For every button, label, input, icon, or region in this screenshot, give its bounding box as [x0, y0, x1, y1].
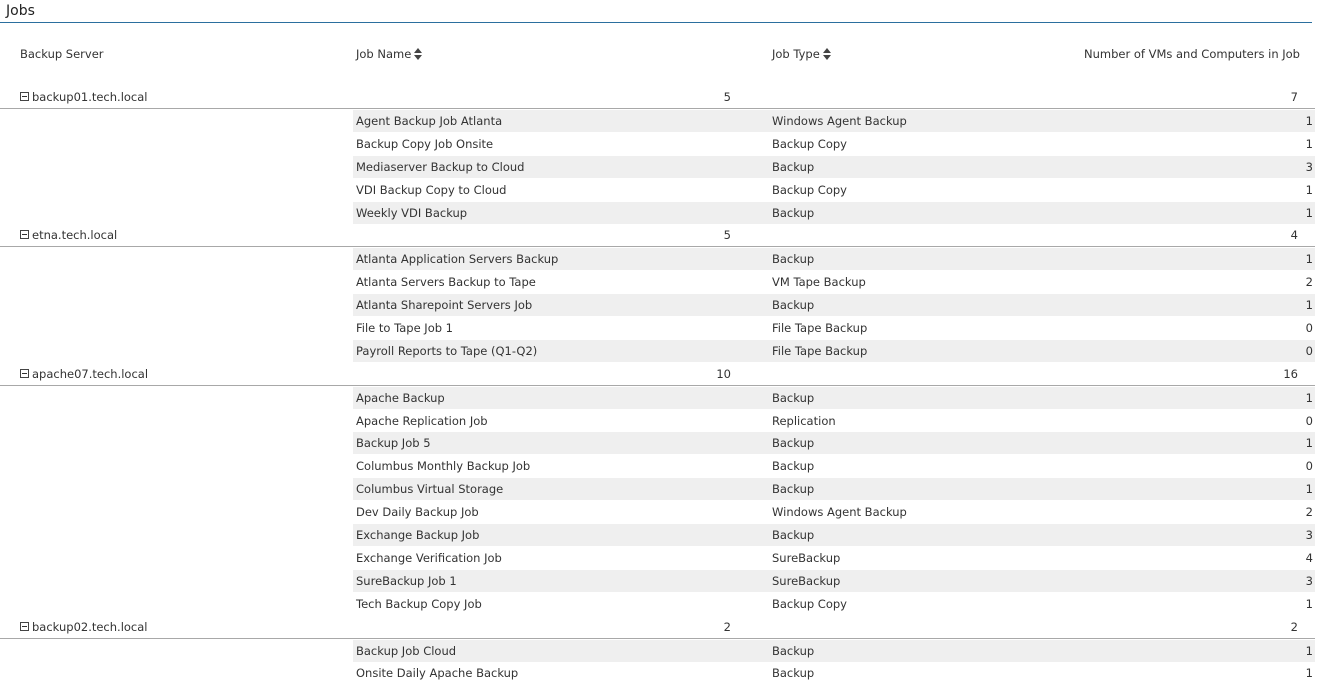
table-row — [353, 179, 1315, 201]
job-name-cell: Exchange Verification Job — [356, 551, 502, 565]
job-vm-count-cell: 0 — [1305, 344, 1313, 358]
job-type-cell: Replication — [772, 414, 836, 428]
job-vm-count-cell: 1 — [1305, 597, 1313, 611]
job-name-cell: Onsite Daily Apache Backup — [356, 666, 519, 680]
table-row — [353, 271, 1315, 293]
job-name-cell: Columbus Monthly Backup Job — [356, 459, 531, 473]
job-vm-count-cell: 1 — [1305, 391, 1313, 405]
table-row — [353, 662, 1315, 682]
job-name-cell: VDI Backup Copy to Cloud — [356, 183, 507, 197]
collapse-minus-icon[interactable] — [20, 369, 29, 378]
group-row — [0, 363, 1315, 386]
job-type-cell: Backup — [772, 482, 815, 496]
group-vm-count: 2 — [1290, 620, 1298, 634]
job-vm-count-cell: 0 — [1305, 414, 1313, 428]
job-name-cell: Columbus Virtual Storage — [356, 482, 504, 496]
job-type-cell: Backup Copy — [772, 597, 847, 611]
job-type-cell: SureBackup — [772, 574, 841, 588]
job-name-cell: Atlanta Servers Backup to Tape — [356, 275, 536, 289]
table-row — [353, 547, 1315, 569]
job-name-cell: Backup Job 5 — [356, 436, 431, 450]
job-name-cell: Exchange Backup Job — [356, 528, 480, 542]
job-type-cell: Backup — [772, 459, 815, 473]
group-vm-count: 16 — [1283, 367, 1298, 381]
page-title: Jobs — [6, 3, 35, 19]
group-server-name: etna.tech.local — [32, 228, 118, 242]
job-vm-count-cell: 1 — [1305, 482, 1313, 496]
job-name-cell: Weekly VDI Backup — [356, 206, 468, 220]
job-vm-count-cell: 4 — [1305, 551, 1313, 565]
table-row — [353, 340, 1315, 362]
column-header-job-name[interactable] — [356, 46, 422, 62]
job-name-cell: SureBackup Job 1 — [356, 574, 457, 588]
column-header-job-type-label: Job Type — [772, 47, 820, 61]
group-job-count: 5 — [723, 228, 731, 242]
job-type-cell: Backup — [772, 391, 815, 405]
table-row — [353, 524, 1315, 546]
job-name-cell: File to Tape Job 1 — [356, 321, 453, 335]
job-type-cell: File Tape Backup — [772, 321, 868, 335]
column-header-job-name-label: Job Name — [356, 47, 412, 61]
table-row — [353, 317, 1315, 339]
job-name-cell: Atlanta Sharepoint Servers Job — [356, 298, 533, 312]
job-vm-count-cell: 3 — [1305, 528, 1313, 542]
job-name-cell: Apache Replication Job — [356, 414, 488, 428]
job-type-cell: Backup — [772, 298, 815, 312]
job-name-cell: Mediaserver Backup to Cloud — [356, 160, 525, 174]
table-row — [353, 248, 1315, 270]
job-name-cell: Backup Copy Job Onsite — [356, 137, 494, 151]
collapse-minus-icon[interactable] — [20, 230, 29, 239]
group-job-count: 2 — [723, 620, 731, 634]
group-job-count: 10 — [716, 367, 731, 381]
group-vm-count: 7 — [1290, 90, 1298, 104]
table-row — [353, 110, 1315, 132]
table-row — [353, 156, 1315, 178]
job-type-cell: Backup — [772, 252, 815, 266]
job-name-cell: Atlanta Application Servers Backup — [356, 252, 559, 266]
group-server-name: backup02.tech.local — [32, 620, 148, 634]
job-type-cell: Backup Copy — [772, 137, 847, 151]
group-server-name: backup01.tech.local — [32, 90, 148, 104]
table-row — [353, 294, 1315, 316]
job-type-cell: Backup — [772, 528, 815, 542]
job-type-cell: Backup Copy — [772, 183, 847, 197]
job-type-cell: Backup — [772, 666, 815, 680]
column-header-vm-count: Number of VMs and Computers in Job — [1083, 47, 1300, 61]
job-type-cell: Windows Agent Backup — [772, 114, 907, 128]
job-vm-count-cell: 1 — [1305, 183, 1313, 197]
group-row — [0, 224, 1315, 247]
job-type-cell: Backup — [772, 160, 815, 174]
title-divider — [0, 22, 1312, 23]
job-vm-count-cell: 0 — [1305, 459, 1313, 473]
job-name-cell: Backup Job Cloud — [356, 644, 457, 658]
job-vm-count-cell: 1 — [1305, 298, 1313, 312]
job-type-cell: VM Tape Backup — [772, 275, 866, 289]
sort-icon[interactable] — [823, 48, 831, 60]
group-row — [0, 86, 1315, 109]
table-row — [353, 570, 1315, 592]
job-vm-count-cell: 1 — [1305, 666, 1313, 680]
table-row — [353, 432, 1315, 454]
job-type-cell: Windows Agent Backup — [772, 505, 907, 519]
job-vm-count-cell: 2 — [1305, 275, 1313, 289]
job-vm-count-cell: 2 — [1305, 505, 1313, 519]
collapse-minus-icon[interactable] — [20, 622, 29, 631]
job-name-cell: Dev Daily Backup Job — [356, 505, 479, 519]
job-vm-count-cell: 3 — [1305, 160, 1313, 174]
table-row — [353, 593, 1315, 615]
column-header-backup-server: Backup Server — [20, 47, 104, 61]
job-type-cell: Backup — [772, 644, 815, 658]
table-row — [353, 478, 1315, 500]
job-type-cell: Backup — [772, 206, 815, 220]
job-vm-count-cell: 1 — [1305, 137, 1313, 151]
job-name-cell: Payroll Reports to Tape (Q1-Q2) — [356, 344, 538, 358]
job-vm-count-cell: 1 — [1305, 114, 1313, 128]
table-row — [353, 640, 1315, 662]
job-type-cell: Backup — [772, 436, 815, 450]
table-row — [353, 202, 1315, 224]
table-row — [353, 410, 1315, 432]
collapse-minus-icon[interactable] — [20, 92, 29, 101]
job-vm-count-cell: 0 — [1305, 321, 1313, 335]
job-type-cell: SureBackup — [772, 551, 841, 565]
job-vm-count-cell: 1 — [1305, 252, 1313, 266]
group-row — [0, 616, 1315, 639]
job-vm-count-cell: 1 — [1305, 436, 1313, 450]
job-vm-count-cell: 3 — [1305, 574, 1313, 588]
group-job-count: 5 — [723, 90, 731, 104]
column-header-job-type[interactable] — [772, 46, 831, 62]
job-type-cell: File Tape Backup — [772, 344, 868, 358]
table-row — [353, 387, 1315, 409]
job-name-cell: Tech Backup Copy Job — [356, 597, 482, 611]
job-vm-count-cell: 1 — [1305, 206, 1313, 220]
group-vm-count: 4 — [1290, 228, 1298, 242]
job-name-cell: Apache Backup — [356, 391, 445, 405]
sort-icon[interactable] — [414, 48, 422, 60]
job-name-cell: Agent Backup Job Atlanta — [356, 114, 503, 128]
table-row — [353, 501, 1315, 523]
group-server-name: apache07.tech.local — [32, 367, 149, 381]
job-vm-count-cell: 1 — [1305, 644, 1313, 658]
table-row — [353, 455, 1315, 477]
table-row — [353, 133, 1315, 155]
